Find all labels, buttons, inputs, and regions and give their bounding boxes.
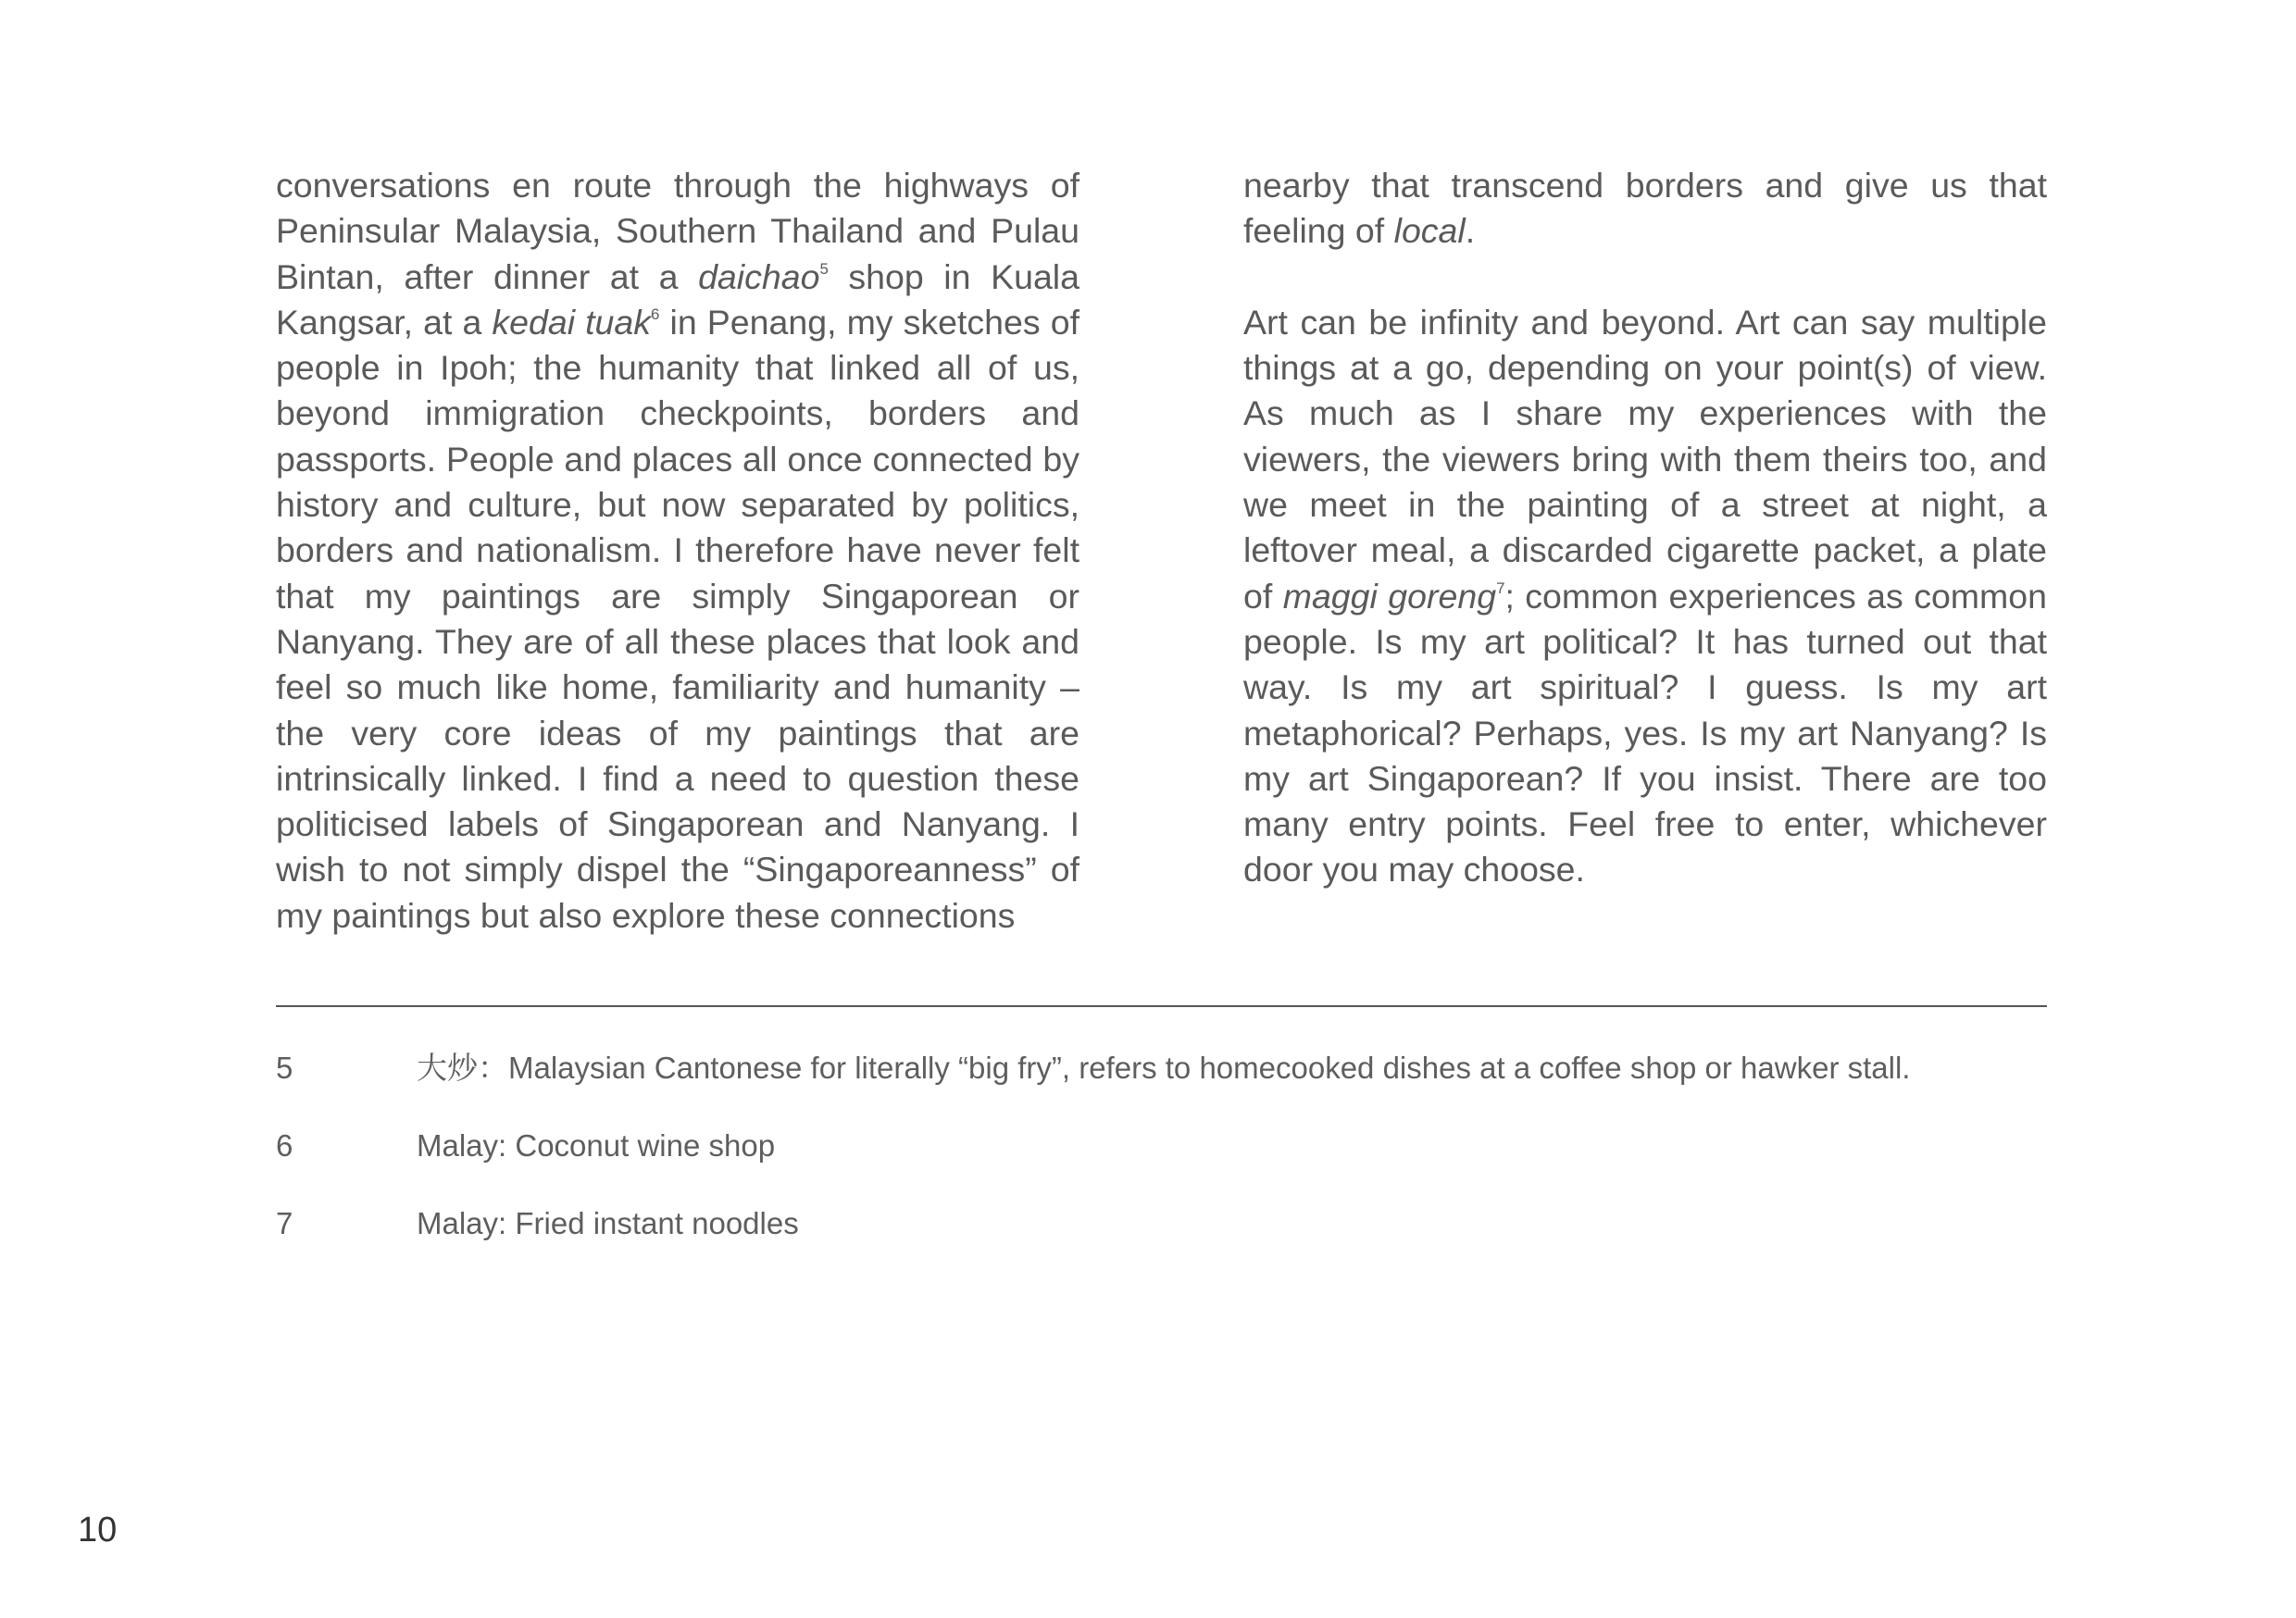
- body-paragraph: [276, 163, 1079, 939]
- footnote-ref-7: 7: [1496, 579, 1505, 597]
- footnote-number: 6: [276, 1128, 293, 1163]
- footnote-ref-6: 6: [651, 305, 660, 323]
- body-paragraph: [1243, 163, 2047, 255]
- body-text: Art can be infinity and beyond. Art can say multiple things at a go, depending on your point(s) of view. As much as I share my experiences with the viewers, the viewers bring with them theirs too, and we meet in the painting of a street at night, a leftover meal, a discarded cigarette packet, a plate of: [1243, 302, 2047, 616]
- body-text: in Penang, my sketches of people in Ipoh; the humanity that linked all of us, beyond immigration checkpoints, borders and passports. People and places all once connected by history and culture, but now separated by politics, borders and nationalism. I therefore have never felt that my paintings are simply Singaporean or Nanyang. They are of all these places that look and feel so much like home, familiarity and humanity – the very core ideas of my paintings that are intrinsically linked. I find a need to question these politicised labels of Singaporean and Nanyang. I wish to not simply dispel the “Singaporeanness” of my paintings but also explore these connections: [276, 302, 1079, 935]
- footnote-text: 大炒：Malaysian Cantonese for literally “big fry”, refers to homecooked dishes at a coffee shop or hawker stall.: [417, 1051, 1911, 1085]
- footnote-item: [276, 1050, 2047, 1127]
- footnote-divider: [276, 1005, 2047, 1007]
- page-number: 10: [78, 1511, 118, 1550]
- body-text: ; common experiences as common people. Is my art political? It has turned out that way. Is my art spiritual? I guess. Is my art metaphorical? Perhaps, yes. Is my art Nanyang? Is my art Singaporean? If you insist. There are too many entry points. Feel free to enter, whichever door you may choose.: [1243, 576, 2047, 890]
- body-text: nearby that transcend borders and give us that feeling of: [1243, 166, 2047, 251]
- italic-term-local: local: [1393, 211, 1466, 251]
- italic-term-maggi-goreng: maggi goreng: [1282, 576, 1497, 616]
- footnote-item: [276, 1127, 2047, 1205]
- body-text: conversations en route through the highways of Peninsular Malaysia, Southern Thailand and Pulau Bintan, after dinner at a: [276, 166, 1079, 296]
- italic-term-daichao: daichao: [698, 256, 820, 296]
- body-paragraph: [1243, 300, 2047, 893]
- footnote-number: 5: [276, 1051, 293, 1085]
- footnote-text: Malay: Fried instant noodles: [417, 1206, 799, 1240]
- left-text-column: [276, 163, 1079, 939]
- body-text: .: [1465, 211, 1476, 251]
- footnote-text: Malay: Coconut wine shop: [417, 1128, 776, 1163]
- footnote-item: [276, 1205, 2047, 1283]
- italic-term-kedai-tuak: kedai tuak: [492, 302, 652, 342]
- footnotes: [276, 1050, 2047, 1283]
- body-text: shop in Kuala Kangsar, at a: [276, 256, 1079, 342]
- footnote-ref-5: 5: [819, 259, 829, 278]
- footnote-number: 7: [276, 1206, 293, 1240]
- right-text-column: [1243, 163, 2047, 893]
